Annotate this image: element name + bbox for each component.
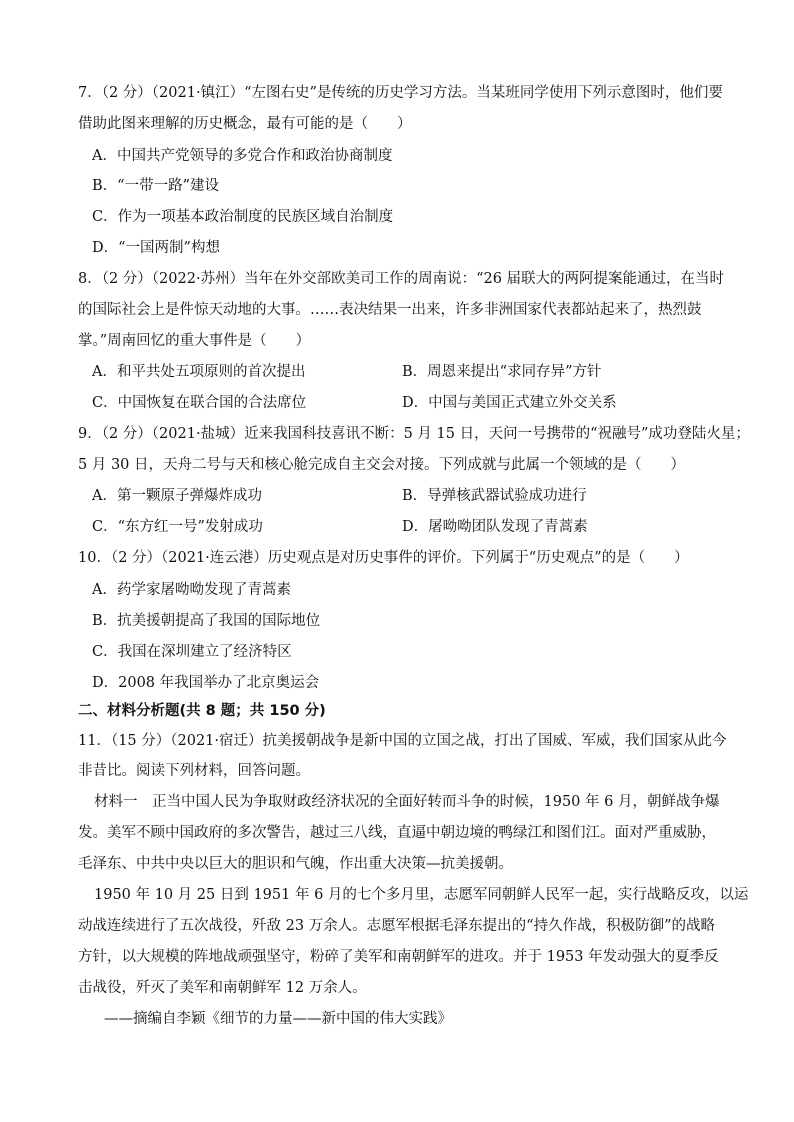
q9-stem-line2: 5 月 30 日，天舟二号与天和核心舱完成自主交会对接。下列成就与此属一个领域的是（ ）	[78, 457, 685, 473]
q8-stem-line3: 掌。”周南回忆的重大事件是（ ）	[78, 333, 311, 349]
q9-option-d: D．屠呦呦团队发现了青蒿素	[402, 519, 588, 535]
q10-option-d: D．2008 年我国举办了北京奥运会	[92, 675, 320, 691]
q9-option-b: B．导弹核武器试验成功进行	[402, 488, 587, 504]
q11-material1-line2: 发。美军不顾中国政府的多次警告，越过三八线，直逼中朝边境的鸭绿江和图们江。面对严重威胁，	[78, 825, 716, 841]
q7-option-d: D．“一国两制”构想	[92, 240, 220, 256]
q9-option-c: C．“东方红一号”发射成功	[92, 519, 263, 535]
q7-stem-line1: 7．（2 分）（2021·镇江）“左图右史”是传统的历史学习方法。当某班同学使用下列示意图时，他们要	[78, 85, 723, 101]
q11-material2-line1: 1950 年 10 月 25 日到 1951 年 6 月的七个多月里，志愿军同朝鲜人民军一起，实行战略反攻，以运	[94, 887, 749, 903]
q8-stem-line1: 8．（2 分）（2022·苏州）当年在外交部欧美司工作的周南说：“26 届联大的两阿提案能通过，在当时	[78, 271, 725, 287]
q11-stem-line1: 11．（15 分）（2021·宿迁）抗美援朝战争是新中国的立国之战，打出了国威、军威，我们国家从此今	[78, 733, 727, 749]
q11-material2-line3: 方针，以大规模的阵地战顽强坚守，粉碎了美军和南朝鲜军的进攻。并于 1953 年发动强大的夏季反	[78, 949, 719, 965]
q8-option-b: B．周恩来提出“求同存异”方针	[402, 364, 602, 380]
q11-material2-line4: 击战役，歼灭了美军和南朝鲜军 12 万余人。	[78, 980, 367, 996]
section-heading: 二、材料分析题(共 8 题；共 150 分)	[78, 703, 326, 719]
q11-source-citation: ——摘编自李颖《细节的力量——新中国的伟大实践》	[104, 1011, 452, 1027]
q8-option-d: D．中国与美国正式建立外交关系	[402, 395, 617, 411]
q7-option-b: B．“一带一路”建设	[92, 178, 219, 194]
q11-stem-line2: 非昔比。阅读下列材料，回答问题。	[78, 763, 310, 779]
q7-option-a: A．中国共产党领导的多党合作和政治协商制度	[92, 148, 393, 164]
q11-material2-line2: 动战连续进行了五次战役，歼敌 23 万余人。志愿军根据毛泽东提出的“持久作战，积极防御”的战略	[78, 918, 715, 934]
q9-option-a: A．第一颗原子弹爆炸成功	[92, 488, 262, 504]
q8-option-c: C．中国恢复在联合国的合法席位	[92, 395, 307, 411]
q11-material1-line1: 材料一 正当中国人民为争取财政经济状况的全面好转而斗争的时候，1950 年 6 月，朝鲜战争爆	[94, 794, 720, 810]
q10-stem-line1: 10．（2 分）（2021·连云港）历史观点是对历史事件的评价。下列属于“历史观点”的是（ ）	[78, 550, 689, 566]
q10-option-a: A．药学家屠呦呦发现了青蒿素	[92, 582, 291, 598]
q8-option-a: A．和平共处五项原则的首次提出	[92, 364, 306, 380]
q9-stem-line1: 9．（2 分）（2021·盐城）近来我国科技喜讯不断：5 月 15 日，天问一号携带的“祝融号”成功登陆火星；	[78, 426, 750, 442]
q7-stem-line2: 借助此图来理解的历史概念，最有可能的是（ ）	[78, 116, 412, 132]
q10-option-b: B．抗美援朝提高了我国的国际地位	[92, 613, 321, 629]
q7-option-c: C．作为一项基本政治制度的民族区域自治制度	[92, 209, 394, 225]
q11-material1-line3: 毛泽东、中共中央以巨大的胆识和气魄，作出重大决策—抗美援朝。	[78, 856, 513, 872]
q8-stem-line2: 的国际社会上是件惊天动地的大事。……表决结果一出来，许多非洲国家代表都站起来了，热烈鼓	[78, 302, 702, 318]
q10-option-c: C．我国在深圳建立了经济特区	[92, 644, 292, 660]
